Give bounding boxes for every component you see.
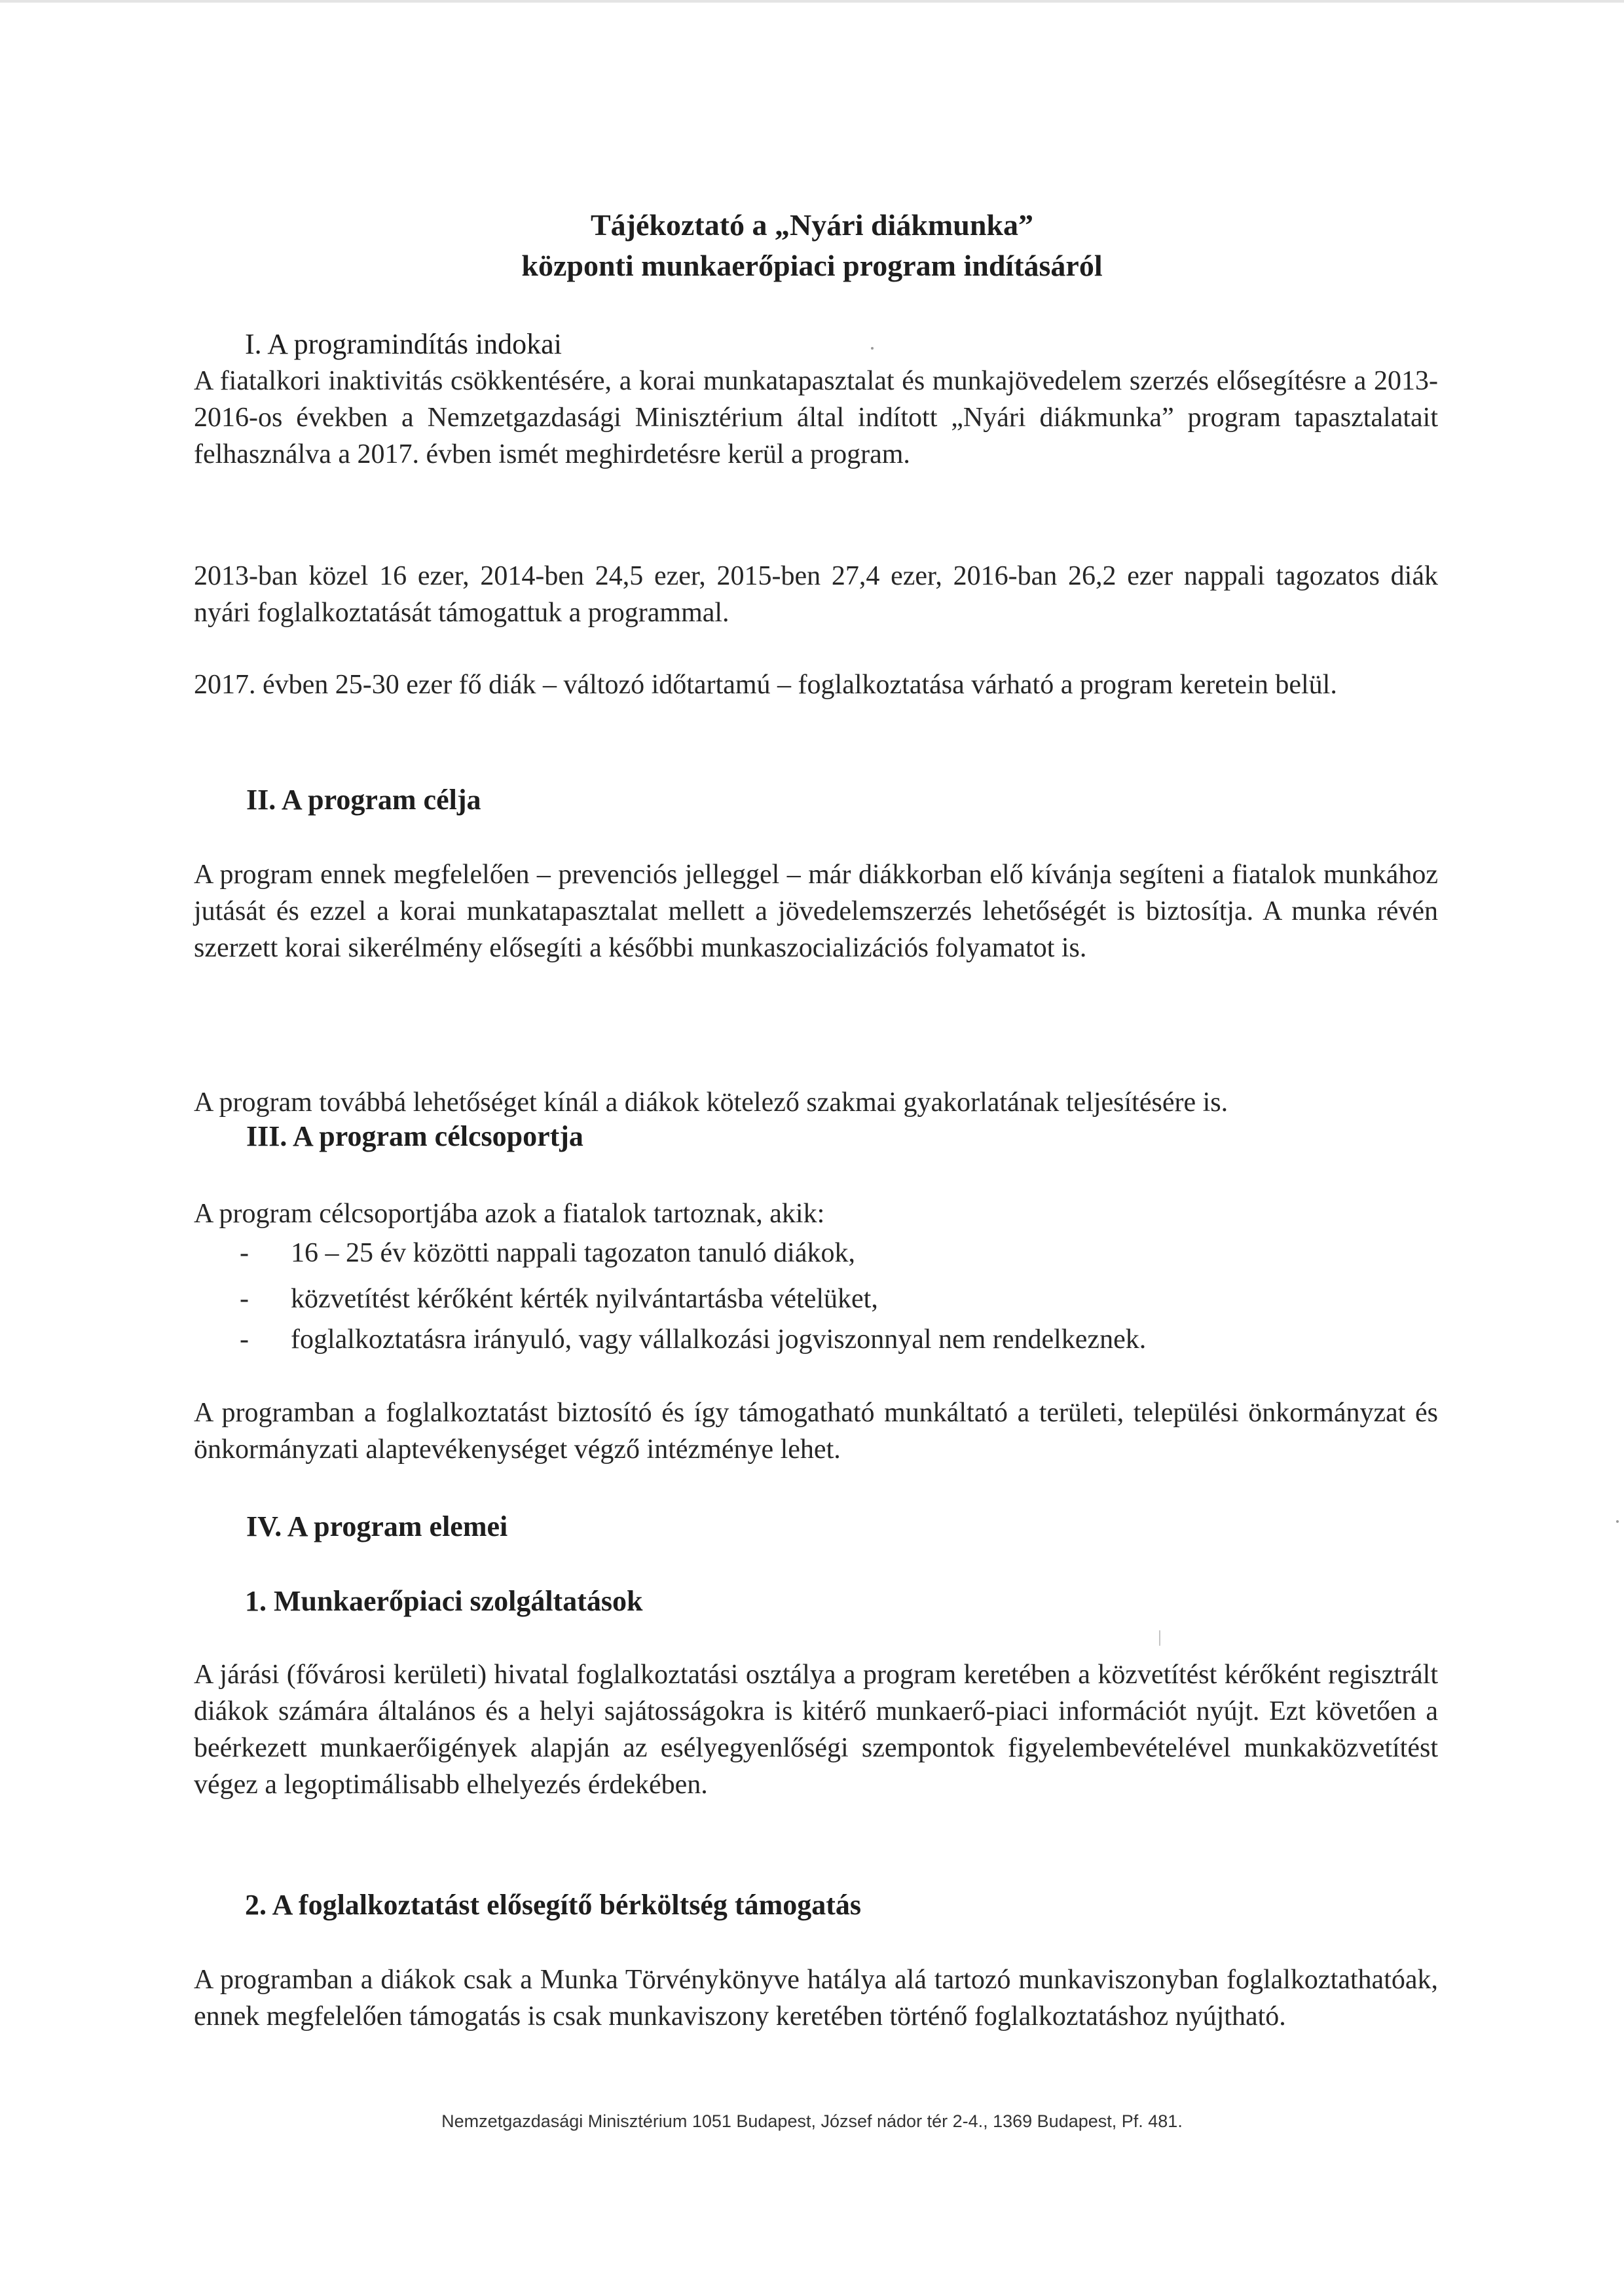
scan-speck bbox=[871, 347, 874, 350]
scan-speck bbox=[1616, 1520, 1619, 1523]
footer-address: Nemzetgazdasági Minisztérium 1051 Budapest, József nádor tér 2-4., 1369 Budapest, Pf. 481. bbox=[441, 2111, 1183, 2131]
list-bullet: - bbox=[240, 1238, 249, 1268]
list-item: foglalkoztatásra irányuló, vagy vállalkozási jogviszonnyal nem rendelkeznek. bbox=[291, 1324, 1147, 1355]
section1-paragraph3: 2017. évben 25-30 ezer fő diák – változó időtartamú – foglalkoztatása várható a program keretein belül. bbox=[194, 670, 1337, 700]
list-bullet: - bbox=[240, 1284, 249, 1314]
scan-speck bbox=[1159, 1630, 1160, 1646]
subsection1-heading: 1. Munkaerőpiaci szolgáltatások bbox=[245, 1585, 643, 1617]
section3-heading: III. A program célcsoportja bbox=[246, 1120, 583, 1152]
list-item: 16 – 25 év közötti nappali tagozaton tanuló diákok, bbox=[291, 1238, 855, 1268]
subsection2-heading: 2. A foglalkoztatást elősegítő bérköltség támogatás bbox=[245, 1889, 861, 1921]
scan-edge bbox=[0, 0, 1624, 3]
section1-paragraph2: 2013-ban közel 16 ezer, 2014-ben 24,5 ezer, 2015-ben 27,4 ezer, 2016-ban 26,2 ezer nappali tagozatos diák nyári foglalkoztatását támogattuk a programmal. bbox=[194, 561, 1438, 628]
subsection2-paragraph: A programban a diákok csak a Munka Törvénykönyve hatálya alá tartozó munkaviszonyban foglalkoztathatóak, ennek megfelelően támogatás is csak munkaviszony keretében történő foglalkoztatáshoz nyújtható. bbox=[194, 1965, 1438, 2032]
section1-paragraph1: A fiatalkori inaktivitás csökkentésére, a korai munkatapasztalat és munkajövedelem szerzés elősegítésre a 2013-2016-os években a Nemzetgazdasági Minisztérium által indított „Nyári diákmunka” program tapasztalatait felhasználva a 2017. évben ismét meghirdetésre kerül a program. bbox=[194, 366, 1438, 469]
document-title-line2: központi munkaerőpiaci program indításáról bbox=[521, 249, 1103, 282]
section1-heading: I. A programindítás indokai bbox=[245, 328, 562, 360]
section2-paragraph1: A program ennek megfelelően – prevenciós jelleggel – már diákkorban elő kívánja segíteni a fiatalok munkához jutását és ezzel a korai munkatapasztalat mellett a jövedelemszerzés lehetőségét is biztosítja. A munka révén szerzett korai sikerélmény elősegíti a későbbi munkaszocializációs folyamatot is. bbox=[194, 860, 1438, 963]
list-bullet: - bbox=[240, 1324, 249, 1355]
subsection1-paragraph: A járási (fővárosi kerületi) hivatal foglalkoztatási osztálya a program keretében a közvetítést kérőként regisztrált diákok számára általános és a helyi sajátosságokra is kitérő munkaerő-piaci információt nyújt. Ezt követően a beérkezett munkaerőigények alapján az esélyegyenlőségi szempontok figyelembevételével munkaközvetítést végez a legoptimálisabb elhelyezés érdekében. bbox=[194, 1660, 1438, 1800]
list-item: közvetítést kérőként kérték nyilvántartásba vételüket, bbox=[291, 1284, 878, 1314]
section3-intro: A program célcsoportjába azok a fiatalok tartoznak, akik: bbox=[194, 1199, 825, 1229]
section2-paragraph2: A program továbbá lehetőséget kínál a diákok kötelező szakmai gyakorlatának teljesítésére is. bbox=[194, 1087, 1228, 1118]
section3-paragraph: A programban a foglalkoztatást biztosító és így támogatható munkáltató a területi, települési önkormányzat és önkormányzati alaptevékenységet végző intézménye lehet. bbox=[194, 1398, 1438, 1465]
section2-heading: II. A program célja bbox=[246, 784, 481, 816]
document-title-line1: Tájékoztató a „Nyári diákmunka” bbox=[591, 208, 1033, 242]
section4-heading: IV. A program elemei bbox=[246, 1510, 508, 1542]
